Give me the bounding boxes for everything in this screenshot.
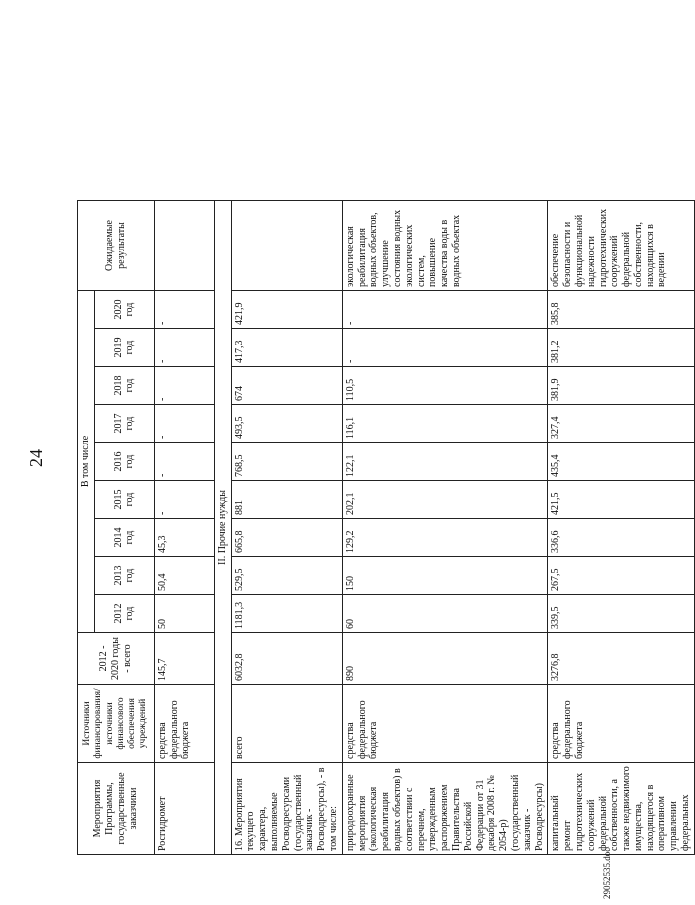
- row-value: 202,1: [342, 481, 548, 519]
- section-row: [214, 201, 231, 855]
- row-source: средства федерального бюджета: [342, 685, 548, 763]
- row-source: средства федерального бюджета: [548, 685, 695, 763]
- row-value: 385,8: [548, 291, 695, 329]
- row-value: -: [154, 405, 214, 443]
- row-measure: 16. Мероприятия текущего характера, выполняемые Росводресурсами (государственный заказчик - Росводресурсы), - в том числе:: [231, 763, 342, 855]
- header-measures: Мероприятия Программы, государственные заказчики: [78, 763, 155, 855]
- row-value: -: [154, 329, 214, 367]
- row-result: [231, 201, 342, 291]
- header-year: 2014 год: [94, 519, 154, 557]
- header-year: 2018 год: [94, 367, 154, 405]
- row-value: 417,3: [231, 329, 342, 367]
- row-value: 110,5: [342, 367, 548, 405]
- program-table: [77, 200, 695, 855]
- row-value: 435,4: [548, 443, 695, 481]
- header-year: 2019 год: [94, 329, 154, 367]
- row-total: 3276,8: [548, 633, 695, 685]
- row-value: -: [154, 481, 214, 519]
- row-total: 6032,8: [231, 633, 342, 685]
- table-row: [231, 201, 342, 855]
- row-value: 421,9: [231, 291, 342, 329]
- row-value: 129,2: [342, 519, 548, 557]
- row-value: 529,5: [231, 557, 342, 595]
- header-year: 2013 год: [94, 557, 154, 595]
- header-results: Ожидаемые результаты: [78, 201, 155, 291]
- row-value: 881: [231, 481, 342, 519]
- row-value: 339,5: [548, 595, 695, 633]
- row-value: 493,5: [231, 405, 342, 443]
- row-measure: природоохранные мероприятия (экологическая реабилитация водных объектов) в соответствии с перечнем, утвержденным распоряжением Правительства Российской Федерации от 31 декабря 2008 г. № 2054-р) (государственный заказчик - Росводресурсы): [342, 763, 548, 855]
- row-value: 150: [342, 557, 548, 595]
- row-total: 890: [342, 633, 548, 685]
- document-reference: 29052535.doc: [602, 847, 612, 899]
- row-value: -: [342, 329, 548, 367]
- table-row: [548, 201, 695, 855]
- row-source: всего: [231, 685, 342, 763]
- row-value: -: [154, 291, 214, 329]
- row-value: 665,8: [231, 519, 342, 557]
- row-value: 674: [231, 367, 342, 405]
- header-sources: Источники финансирования/ источники финансового обеспечения учреждений: [78, 685, 155, 763]
- row-result: обеспечение безопасности и функциональной надежности гидротехнических сооружений федеральной собственности, находящихся в ведении: [548, 201, 695, 291]
- row-result: [154, 201, 214, 291]
- row-value: 122,1: [342, 443, 548, 481]
- row-value: -: [154, 367, 214, 405]
- row-measure: Росгидромет: [154, 763, 214, 855]
- row-value: 267,5: [548, 557, 695, 595]
- header-including: В том числе: [78, 291, 95, 633]
- table-row: [342, 201, 548, 855]
- row-value: 50,4: [154, 557, 214, 595]
- header-year: 2012 год: [94, 595, 154, 633]
- row-result: экологическая реабилитация водных объектов, улучшение состояния водных экологических систем, повышение качества воды в водных объектах: [342, 201, 548, 291]
- row-value: 768,5: [231, 443, 342, 481]
- header-year: 2020 год: [94, 291, 154, 329]
- row-value: 116,1: [342, 405, 548, 443]
- section-title: II. Прочие нужды: [214, 201, 231, 855]
- header-total: 2012 - 2020 годы - всего: [78, 633, 155, 685]
- page-number: 24: [26, 449, 46, 467]
- row-value: 336,6: [548, 519, 695, 557]
- row-value: 45,3: [154, 519, 214, 557]
- row-value: -: [342, 291, 548, 329]
- row-source: средства федерального бюджета: [154, 685, 214, 763]
- table-row: [154, 201, 214, 855]
- row-value: 381,9: [548, 367, 695, 405]
- header-year: 2017 год: [94, 405, 154, 443]
- row-value: -: [154, 443, 214, 481]
- row-measure: капитальный ремонт гидротехнических сооружений федеральной собственности, а также недвижимого имущества, находящегося в оперативном управлении федеральных: [548, 763, 695, 855]
- row-value: 50: [154, 595, 214, 633]
- header-year: 2015 год: [94, 481, 154, 519]
- header-year: 2016 год: [94, 443, 154, 481]
- row-value: 381,2: [548, 329, 695, 367]
- row-total: 145,7: [154, 633, 214, 685]
- row-value: 327,4: [548, 405, 695, 443]
- row-value: 1181,3: [231, 595, 342, 633]
- row-value: 60: [342, 595, 548, 633]
- row-value: 421,5: [548, 481, 695, 519]
